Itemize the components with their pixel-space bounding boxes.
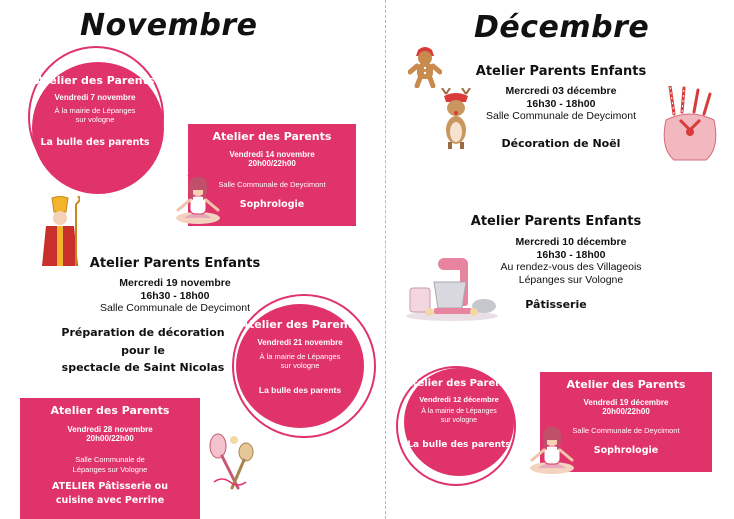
- event-title: Atelier des Parents: [50, 404, 170, 417]
- event-content: [236, 318, 364, 395]
- event-place: Salle Communale de: [75, 455, 145, 465]
- event-title: Atelier Parents Enfants: [470, 214, 642, 229]
- event-date: Mercredi 19 novembre: [119, 277, 231, 289]
- event-place: sur vologne: [440, 416, 478, 424]
- event-content: [32, 74, 158, 148]
- event-time: 16h30 - 18h00: [526, 97, 596, 110]
- event-place: Lépanges sur Vologne: [72, 464, 148, 474]
- event-date: Mercredi 10 décembre: [515, 236, 627, 248]
- meditation-girl-icon: [170, 168, 226, 226]
- event-theme: spectacle de Saint Nicolas: [61, 361, 225, 375]
- event-place: sur vologne: [280, 361, 320, 371]
- month-title-novembre: Novembre: [80, 8, 258, 43]
- event-title: Atelier des Parents: [35, 74, 155, 87]
- meditation-girl-icon: [524, 418, 580, 476]
- event-place: Salle Communale de Deycimont: [572, 426, 680, 436]
- event-theme: Pâtisserie: [525, 298, 587, 312]
- event-time: 20h00/22h00: [602, 407, 650, 417]
- event-place: À la mairie de Lépanges: [421, 408, 497, 415]
- event-time: 16h30 - 18h00: [140, 289, 210, 302]
- event-theme: cuisine avec Perrine: [55, 494, 165, 506]
- event-title: Atelier des Parents: [212, 130, 332, 143]
- event-title: Atelier des Parents: [566, 378, 686, 391]
- candy-sack-icon: [660, 86, 720, 164]
- event-theme: La bulle des parents: [407, 439, 511, 450]
- event-place: Salle Communale de Deycimont: [218, 180, 326, 190]
- event-date: Vendredi 28 novembre: [67, 425, 153, 434]
- event-time: 20h00/22h00: [248, 159, 296, 169]
- mixer-icon: [404, 252, 500, 322]
- event-theme: La bulle des parents: [258, 384, 342, 395]
- event-date: Vendredi 21 novembre: [257, 338, 343, 347]
- event-place: Salle Communale de Deycimont: [486, 110, 636, 123]
- event-block: [70, 256, 280, 315]
- event-theme: Décoration de Noël: [501, 136, 621, 150]
- event-date: Vendredi 7 novembre: [54, 93, 136, 102]
- gingerbread-icon: [408, 46, 442, 88]
- month-title-decembre: Décembre: [474, 10, 650, 45]
- utensils-icon: [204, 432, 260, 494]
- event-card-box: [20, 398, 200, 519]
- event-title: Atelier Parents Enfants: [475, 64, 647, 79]
- event-place: Lépanges sur Vologne: [518, 273, 624, 286]
- event-block: [470, 214, 642, 229]
- event-date: Vendredi 19 décembre: [583, 398, 669, 407]
- event-theme: Sophrologie: [239, 198, 305, 210]
- event-time: 16h30 - 18h00: [536, 248, 606, 261]
- event-place: À la mairie de Lépanges: [259, 352, 341, 361]
- event-block: [488, 236, 654, 311]
- event-title: Atelier Parents Enfants: [89, 256, 261, 271]
- event-content: [404, 378, 514, 450]
- event-time: 20h00/22h00: [86, 434, 134, 444]
- event-theme: Préparation de décoration pour le: [61, 326, 225, 357]
- event-date: Mercredi 03 décembre: [505, 85, 617, 97]
- event-title: Atelier des Parents: [404, 378, 514, 389]
- event-block: [466, 64, 656, 150]
- event-title: Atelier des Parents: [240, 318, 360, 331]
- event-place: Salle Communale de Deycimont: [100, 302, 250, 315]
- event-theme-block: [56, 324, 230, 377]
- event-place: Au rendez-vous des Villageois: [500, 261, 642, 274]
- event-place: À la mairie de Lépanges: [54, 106, 136, 115]
- event-place: sur vologne: [75, 115, 115, 125]
- event-theme: Sophrologie: [593, 444, 659, 456]
- event-date: Vendredi 14 novembre: [229, 150, 315, 159]
- event-theme: ATELIER Pâtisserie ou: [52, 481, 168, 493]
- event-date: Vendredi 12 décembre: [419, 395, 499, 404]
- event-theme: La bulle des parents: [40, 136, 150, 148]
- page-divider: [385, 0, 386, 519]
